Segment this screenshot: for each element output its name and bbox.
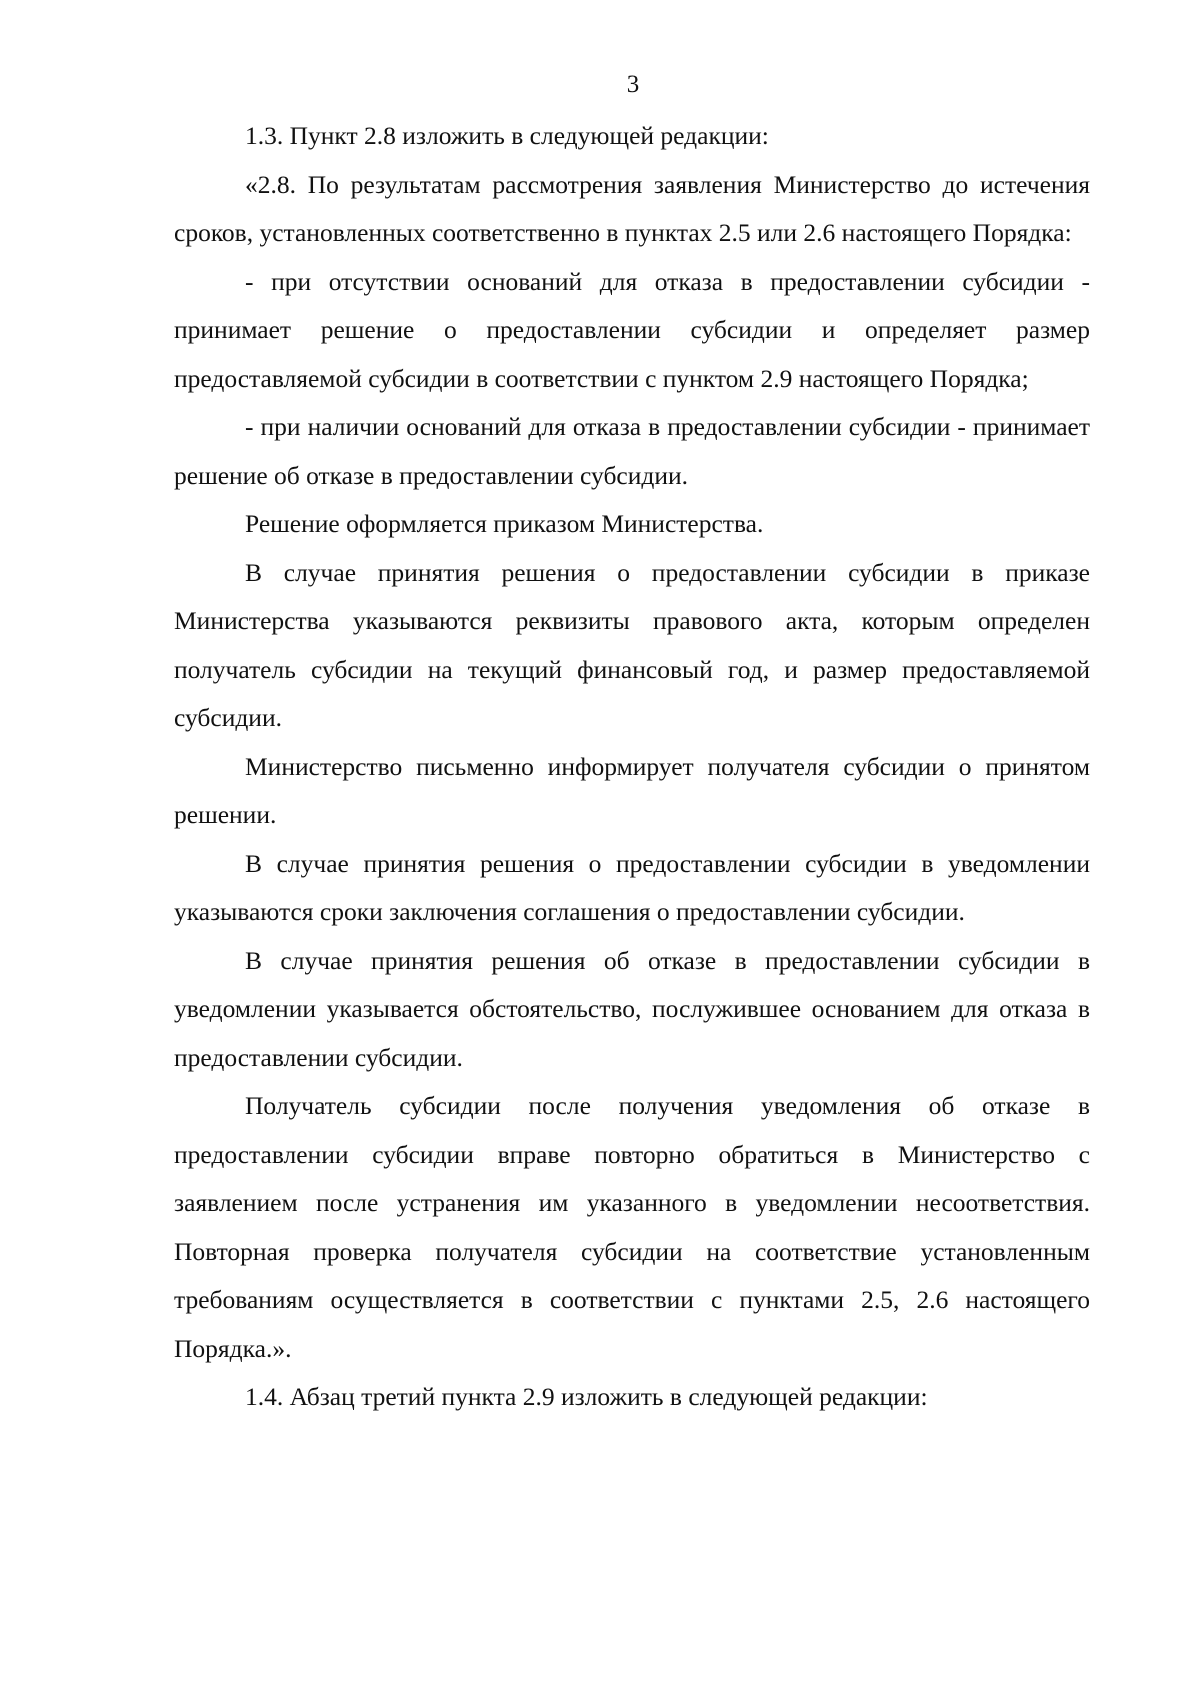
document-body bbox=[174, 112, 1090, 1422]
paragraph-1-3-heading: 1.3. Пункт 2.8 изложить в следующей редакции: bbox=[245, 121, 769, 150]
paragraph-reapplication: Получатель субсидии после получения уведомления об отказе в предоставлении субсидии вправе повторно обратиться в Министерство с заявлением после устранения им указанного в уведомлении несоответствия. Повторная проверка получателя субсидии на соответствие установленным требованиям осуществляется в соответствии с пунктами 2.5, 2.6 настоящего Порядка.». bbox=[174, 1091, 1090, 1363]
paragraph-notice-refusal-reason: В случае принятия решения об отказе в предоставлении субсидии в уведомлении указывается обстоятельство, послужившее основанием для отказа в предоставлении субсидии. bbox=[174, 945, 1090, 1072]
page-number: 3 bbox=[626, 71, 640, 98]
paragraph-2-8-intro: «2.8. По результатам рассмотрения заявления Министерство до истечения сроков, установленных соответственно в пунктах 2.5 или 2.6 настоящего Порядка: bbox=[174, 169, 1090, 247]
paragraph-written-notice: Министерство письменно информирует получателя субсидии о принятом решении. bbox=[174, 751, 1090, 829]
paragraph-no-grounds-for-refusal: - при отсутствии оснований для отказа в предоставлении субсидии - принимает решение о предоставлении субсидии и определяет размер предоставляемой субсидии в соответствии с пунктом 2.9 настоящего Порядка; bbox=[174, 266, 1090, 393]
paragraph-decision-by-order: Решение оформляется приказом Министерства. bbox=[245, 509, 764, 538]
paragraph-notice-agreement-terms: В случае принятия решения о предоставлении субсидии в уведомлении указываются сроки заключения соглашения о предоставлении субсидии. bbox=[174, 848, 1090, 926]
paragraph-grounds-for-refusal: - при наличии оснований для отказа в предоставлении субсидии - принимает решение об отказе в предоставлении субсидии. bbox=[174, 412, 1090, 490]
paragraph-1-4-heading: 1.4. Абзац третий пункта 2.9 изложить в следующей редакции: bbox=[245, 1382, 928, 1411]
paragraph-order-details: В случае принятия решения о предоставлении субсидии в приказе Министерства указываются реквизиты правового акта, которым определен получатель субсидии на текущий финансовый год, и размер предоставляемой субсидии. bbox=[174, 557, 1090, 732]
